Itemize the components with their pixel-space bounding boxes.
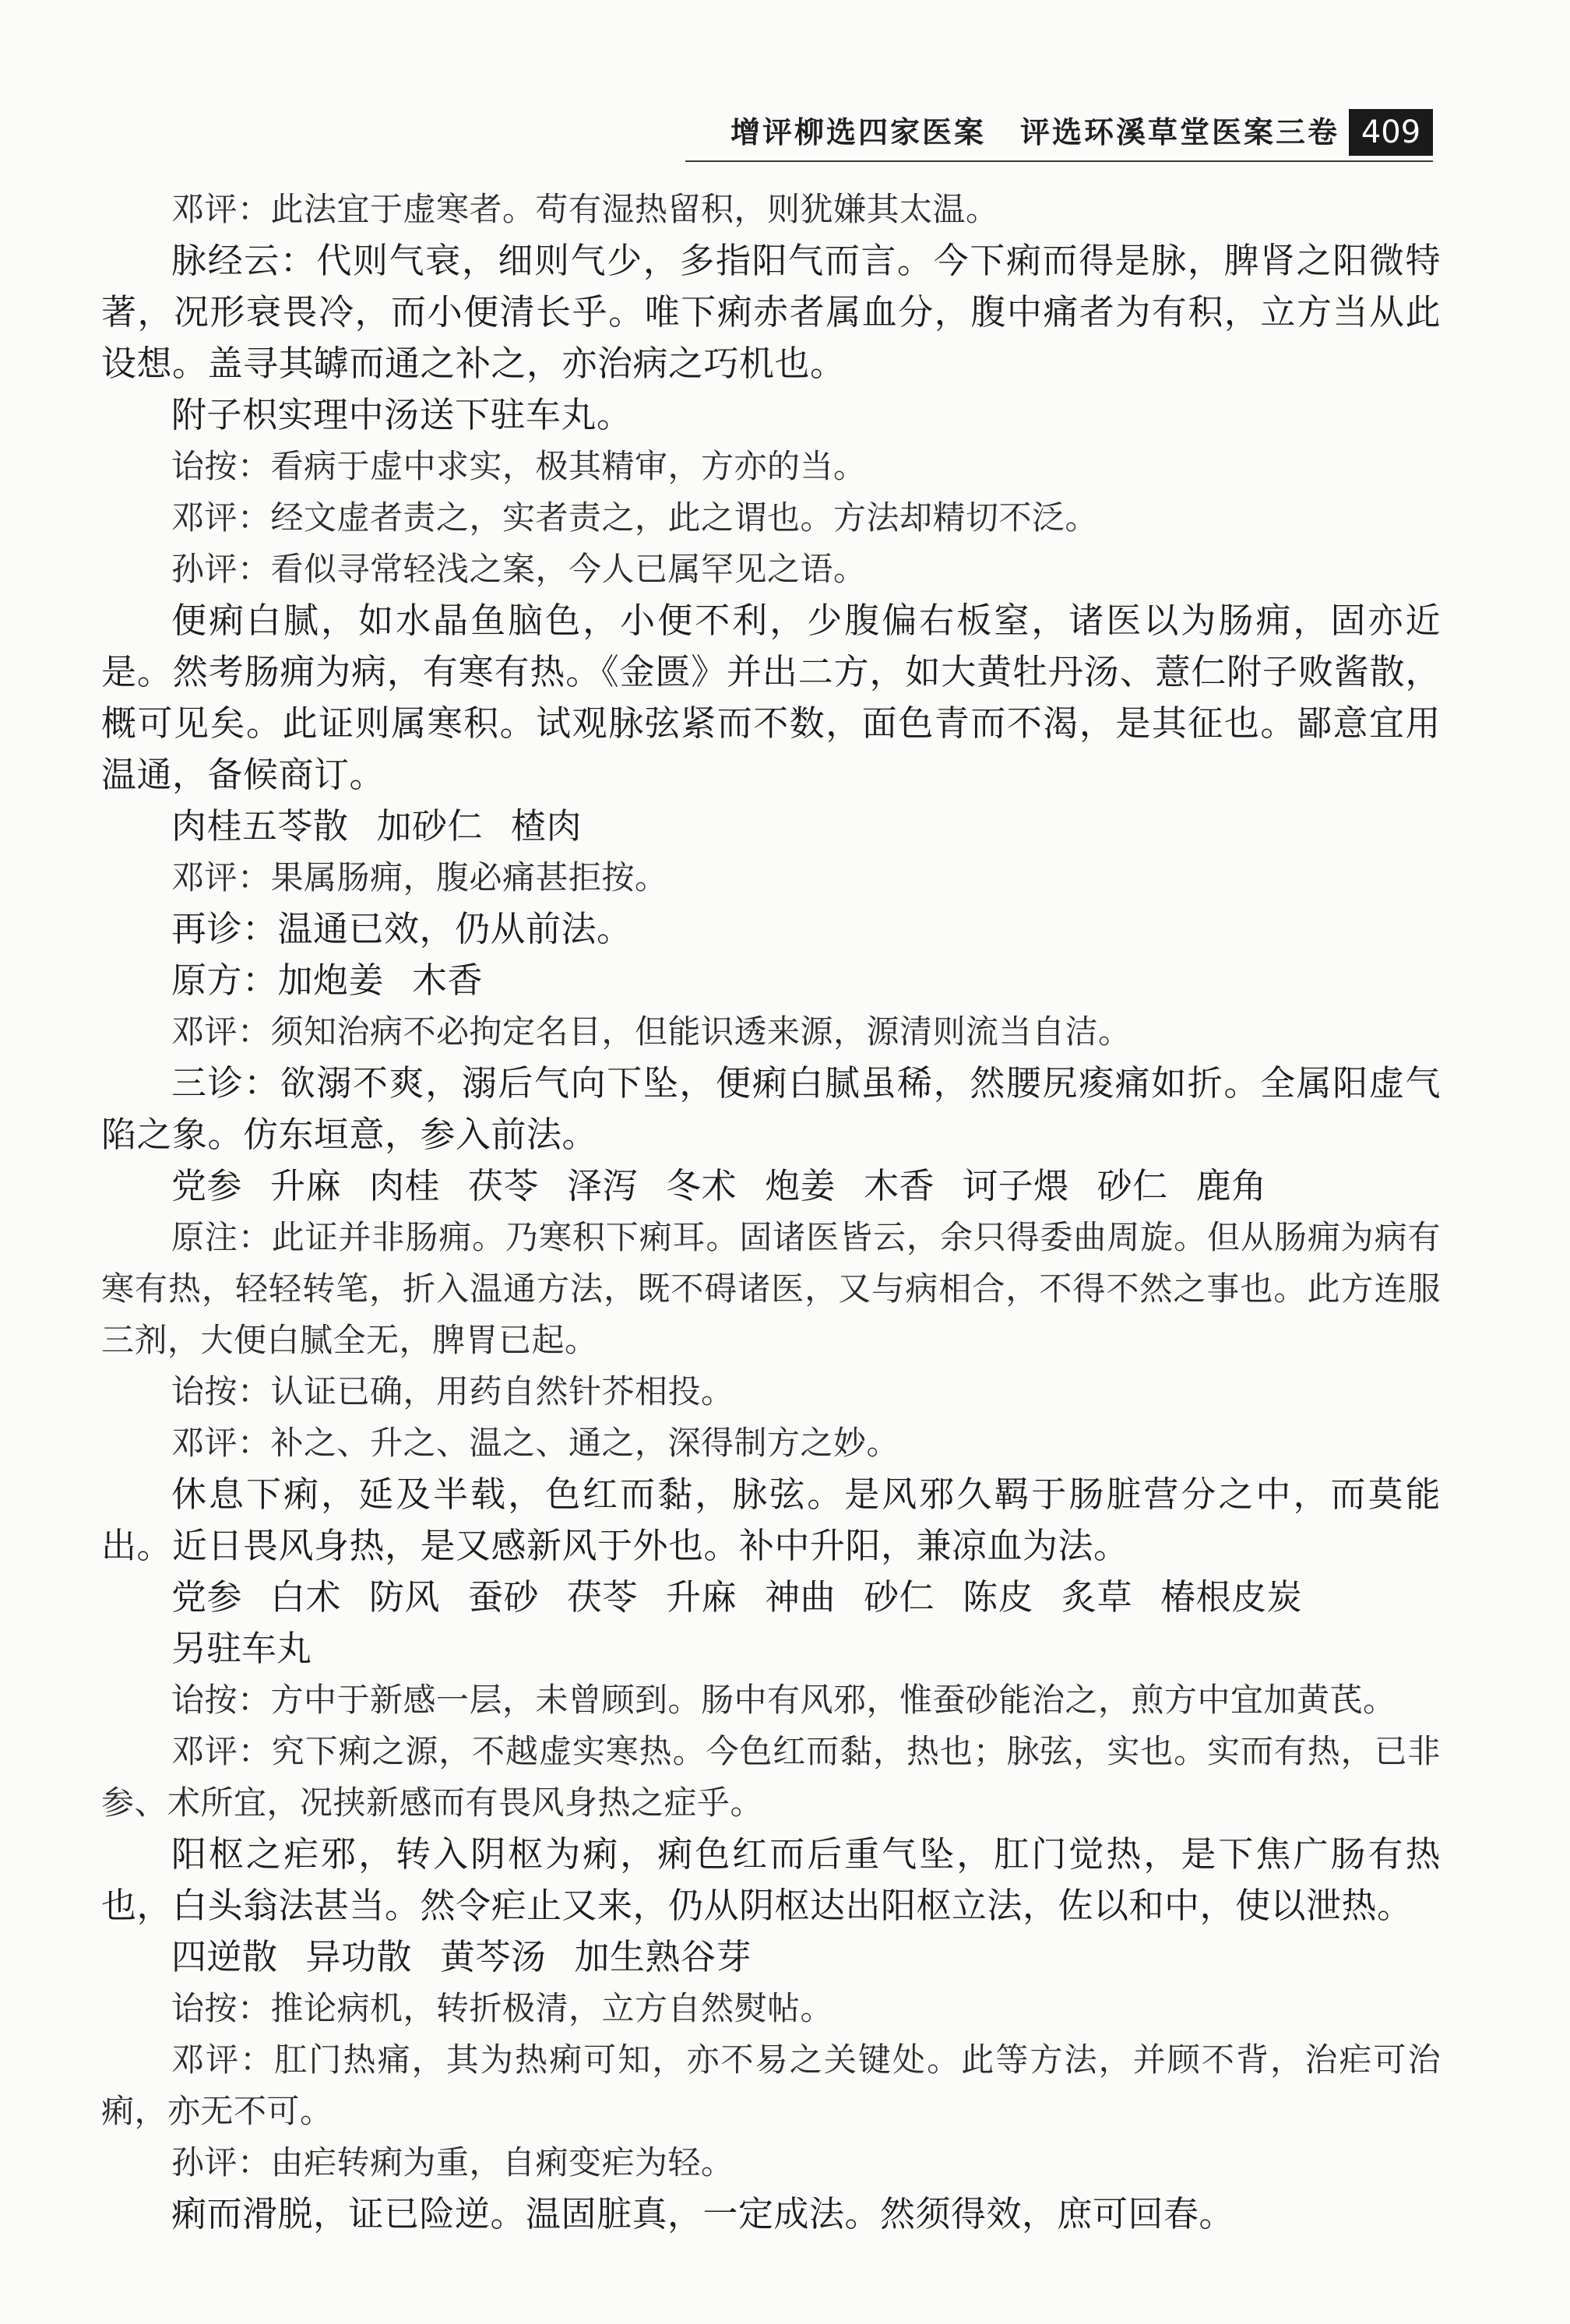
herb-item: 肉桂五苓散 bbox=[171, 805, 349, 847]
herb-item: 异功散 bbox=[305, 1936, 413, 1977]
herb-item: 加砂仁 bbox=[376, 805, 484, 847]
herb-item: 木香 bbox=[412, 960, 484, 1001]
herb-item: 黄芩汤 bbox=[440, 1936, 547, 1977]
commentary-paragraph: 邓评：须知治病不必拘定名目，但能识透来源，源清则流当自洁。 bbox=[171, 1012, 1132, 1051]
herb-item: 诃子煨 bbox=[963, 1165, 1069, 1206]
page-number: 409 bbox=[1349, 109, 1433, 156]
commentary-paragraph: 孙评：由疟转痢为重，自痢变疟为轻。 bbox=[171, 2143, 734, 2181]
herb-item: 楂肉 bbox=[511, 805, 583, 847]
case-paragraph: 三诊：欲溺不爽，溺后气向下坠，便痢白腻虽稀，然腰尻痠痛如折。全属阳虚气陷之象。仿东垣意，参入前法。 bbox=[101, 1062, 1441, 1155]
herb-item: 鹿角 bbox=[1195, 1165, 1267, 1206]
herb-item: 蚕砂 bbox=[468, 1576, 540, 1618]
herb-item: 茯苓 bbox=[468, 1165, 540, 1206]
herb-item: 冬术 bbox=[666, 1165, 737, 1206]
prescription-4-addendum: 另驻车丸 bbox=[171, 1628, 312, 1669]
text-block-5 bbox=[101, 1674, 1441, 1931]
herb-item: 木香 bbox=[864, 1165, 935, 1206]
running-header bbox=[685, 109, 1433, 156]
herb-item: 茯苓 bbox=[567, 1576, 639, 1618]
case-paragraph: 脉经云：代则气衰，细则气少，多指阳气而言。今下痢而得是脉，脾肾之阳微特著，况形衰畏冷，而小便清长乎。唯下痢赤者属血分，腹中痛者为有积，立方当从此设想。盖寻其罅而通之补之，亦治病之巧机也。 bbox=[101, 240, 1441, 384]
case-paragraph: 附子枳实理中汤送下驻车丸。 bbox=[171, 394, 632, 435]
commentary-paragraph: 邓评：经文虚者责之，实者责之，此之谓也。方法却精切不泛。 bbox=[171, 498, 1099, 537]
herb-item: 加生熟谷芽 bbox=[574, 1936, 752, 1977]
prescription-4 bbox=[101, 1572, 1441, 1623]
herb-item: 升麻 bbox=[666, 1576, 737, 1618]
commentary-paragraph: 邓评：肛门热痛，其为热痢可知，亦不易之关键处。此等方法，并顾不背，治疟可治痢，亦无不可。 bbox=[101, 2041, 1441, 2130]
herb-item: 神曲 bbox=[765, 1576, 836, 1618]
text-block-3 bbox=[101, 1006, 1441, 1160]
herb-item: 泽泻 bbox=[567, 1165, 639, 1206]
herb-item: 白术 bbox=[270, 1576, 342, 1618]
prescription-5 bbox=[101, 1931, 1441, 1983]
herb-item: 炮姜 bbox=[765, 1165, 836, 1206]
commentary-paragraph: 邓评：究下痢之源，不越虚实寒热。今色红而黏，热也；脉弦，实也。实而有热，已非参、术所宜，况挟新感而有畏风身热之症乎。 bbox=[101, 1732, 1441, 1822]
commentary-paragraph: 邓评：果属肠痈，腹必痛甚拒按。 bbox=[171, 858, 668, 896]
page-body bbox=[101, 184, 1441, 2240]
case-paragraph: 再诊：温通已效，仍从前法。 bbox=[171, 908, 632, 949]
herb-item: 炙草 bbox=[1061, 1576, 1133, 1618]
header-title bbox=[730, 109, 1339, 156]
header-rule bbox=[685, 160, 1433, 162]
commentary-paragraph: 原注：此证并非肠痈。乃寒积下痢耳。固诸医皆云，余只得委曲周旋。但从肠痈为病有寒有热，轻轻转笔，折入温通方法，既不碍诸医，又与病相合，不得不然之事也。此方连服三剂，大便白腻全无，脾胃已起。 bbox=[101, 1218, 1441, 1359]
commentary-paragraph: 孙评：看似寻常轻浅之案，今人已属罕见之语。 bbox=[171, 550, 867, 588]
text-block-4 bbox=[101, 1212, 1441, 1572]
herb-item: 党参 bbox=[171, 1576, 243, 1618]
prescription-2 bbox=[101, 955, 1441, 1006]
case-paragraph: 休息下痢，延及半载，色红而黏，脉弦。是风邪久羁于肠脏营分之中，而莫能出。近日畏风身热，是又感新风于外也。补中升阳，兼凉血为法。 bbox=[101, 1474, 1441, 1566]
commentary-paragraph: 邓评：补之、升之、温之、通之，深得制方之妙。 bbox=[171, 1424, 900, 1462]
herb-item: 砂仁 bbox=[864, 1576, 935, 1618]
commentary-paragraph: 诒按：看病于虚中求实，极其精审，方亦的当。 bbox=[171, 447, 867, 485]
commentary-paragraph: 诒按：方中于新感一层，未曾顾到。肠中有风邪，惟蚕砂能治之，煎方中宜加黄芪。 bbox=[171, 1681, 1396, 1719]
prescription-3 bbox=[101, 1160, 1441, 1212]
case-paragraph: 痢而滑脱，证已险逆。温固脏真，一定成法。然须得效，庶可回春。 bbox=[171, 2193, 1235, 2234]
commentary-paragraph: 诒按：推论病机，转折极清，立方自然熨帖。 bbox=[171, 1989, 834, 2027]
prescription-1 bbox=[101, 801, 1441, 852]
text-block-2 bbox=[101, 852, 1441, 955]
herb-item: 原方：加炮姜 bbox=[171, 960, 385, 1001]
herb-item: 椿根皮炭 bbox=[1160, 1576, 1303, 1618]
herb-item: 砂仁 bbox=[1097, 1165, 1168, 1206]
text-block-6 bbox=[101, 1983, 1441, 2240]
case-paragraph: 便痢白腻，如水晶鱼脑色，小便不利，少腹偏右板窒，诸医以为肠痈，固亦近是。然考肠痈为病，有寒有热。《金匮》并出二方，如大黄牡丹汤、薏仁附子败酱散，概可见矣。此证则属寒积。试观脉弦紧而不数，面色青而不渴，是其征也。鄙意宜用温通，备候商订。 bbox=[101, 600, 1441, 795]
section-title: 评选环溪草堂医案三卷 bbox=[1019, 115, 1339, 150]
herb-item: 防风 bbox=[369, 1576, 441, 1618]
herb-item: 肉桂 bbox=[369, 1165, 441, 1206]
herb-item: 升麻 bbox=[270, 1165, 342, 1206]
book-title: 增评柳选四家医案 bbox=[730, 115, 986, 150]
text-block-1 bbox=[101, 184, 1441, 801]
case-paragraph: 阳枢之疟邪，转入阴枢为痢，痢色红而后重气坠，肛门觉热，是下焦广肠有热也，白头翁法甚当。然令疟止又来，仍从阴枢达出阳枢立法，佐以和中，使以泄热。 bbox=[101, 1833, 1441, 1926]
herb-item: 党参 bbox=[171, 1165, 243, 1206]
herb-item: 陈皮 bbox=[963, 1576, 1034, 1618]
herb-item: 四逆散 bbox=[171, 1936, 278, 1977]
commentary-paragraph: 诒按：认证已确，用药自然针芥相投。 bbox=[171, 1372, 734, 1410]
commentary-paragraph: 邓评：此法宜于虚寒者。苟有湿热留积，则犹嫌其太温。 bbox=[171, 190, 999, 228]
